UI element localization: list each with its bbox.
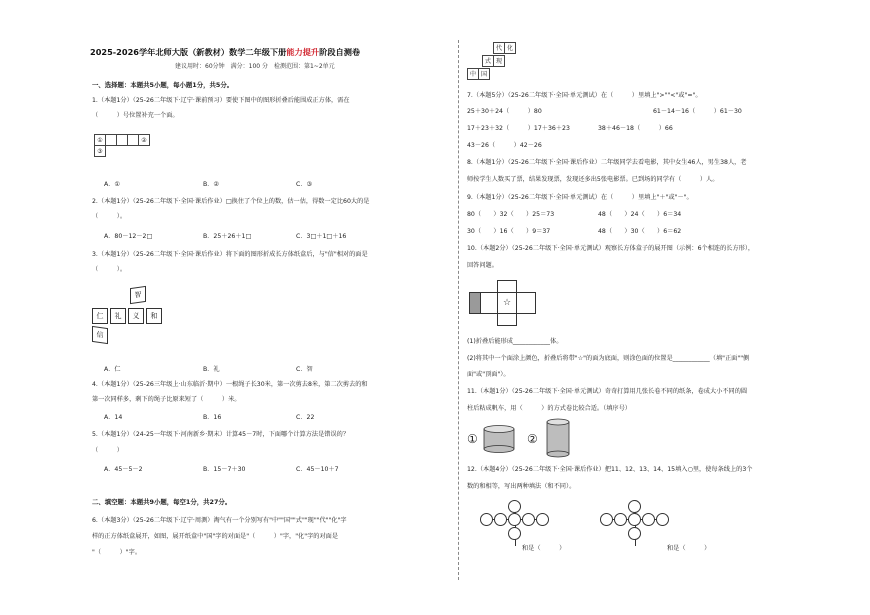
q7-row2-a: 17＋23＋32（ ）17＋36＋23 xyxy=(467,125,570,132)
q8-text-1: 8.（本题1分）（25-26二年级下·全国·课后作业）二年级同学去看电影，其中女生46人，男生38人，老 xyxy=(467,159,747,166)
q3-option-c[interactable]: C．智 xyxy=(296,366,313,373)
q7-row2-b: 38＋46－18（ ）66 xyxy=(598,125,673,132)
q6-face-zhong: 中 xyxy=(467,68,479,80)
q1-text-1: 1.（本题1分）（25-26二年级下·辽宁·课前预习）要使下图中的图形折叠后能围成正方体，需在 xyxy=(92,97,350,104)
q12-d2-right2[interactable] xyxy=(656,513,669,526)
q12-d1-center[interactable] xyxy=(508,513,521,526)
q2-option-c[interactable]: C．3□＋1□＋16 xyxy=(296,233,347,240)
q10-face-mid xyxy=(480,292,498,314)
q4-text-2: 第一次同样多，剩下的绳子比原来短了（ ）米。 xyxy=(92,396,241,403)
q12-d1-left2[interactable] xyxy=(480,513,493,526)
q4-option-a[interactable]: A．14 xyxy=(104,414,123,421)
q10-box-net xyxy=(469,280,541,326)
q6-face-hua: 化 xyxy=(504,42,516,54)
title-post: 阶段自测卷 xyxy=(319,47,361,57)
q3-face-xin: 信 xyxy=(92,326,108,344)
q12-d1-right2[interactable] xyxy=(536,513,549,526)
q1-cell-1: ① xyxy=(94,134,106,146)
q2-option-a[interactable]: A．80－12－2□ xyxy=(104,233,153,240)
q10-sub2-cont: 面"或"顶面"）。 xyxy=(467,371,510,378)
q12-sum-1: 和是（ ） xyxy=(522,545,566,552)
q5-option-c[interactable]: C．45－10＋7 xyxy=(296,466,339,473)
q2-option-b[interactable]: B．25＋26＋1□ xyxy=(203,233,252,240)
q1-option-a[interactable]: A．① xyxy=(104,181,120,188)
q3-option-a[interactable]: A．仁 xyxy=(104,366,121,373)
q10-sub2: (2)将其中一个面涂上颜色，折叠后将带"☆"的面为底面，则涂色面的位置是____________（填"正面""侧 xyxy=(467,355,750,362)
q9-text: 9.（本题1分）（25-26二年级下·全国·单元测试）在（ ）里填上"＋"或"－"。 xyxy=(467,194,693,201)
q3-option-b[interactable]: B．礼 xyxy=(203,366,220,373)
q12-text-1: 12.（本题4分）（25-26二年级下·全国·课后作业）把11、12、13、14、15填入○里，使每条线上的3个 xyxy=(467,466,753,473)
q4-option-c[interactable]: C．22 xyxy=(296,414,315,421)
q11-cylinder-tall xyxy=(545,418,571,458)
star-icon: ☆ xyxy=(502,298,512,308)
q4-text-1: 4.（本题1分）（25-26三年级上·山东临沂·期中）一根绳子长30米，第一次剪去8米，第二次剪去的和 xyxy=(92,381,368,388)
q10-face-star xyxy=(497,292,517,314)
q5-option-b[interactable]: B．15－7＋30 xyxy=(203,466,246,473)
q11-label-2: ② xyxy=(527,432,538,446)
q1-option-c[interactable]: C．③ xyxy=(296,181,313,188)
q12-sum-2: 和是（ ） xyxy=(667,545,711,552)
q3-text-2: （ ）。 xyxy=(92,266,127,273)
q1-text-2: （ ）号位置补充一个面。 xyxy=(92,112,179,119)
q7-text: 7.（本题5分）（25-26二年级下·全国·单元测试）在（ ）里填上">""<"或"="。 xyxy=(467,92,702,99)
q5-text-1: 5.（本题1分）（24-25一年级下·河南新乡·期末）计算45－7时，下面哪个计算方法是错误的？ xyxy=(92,431,350,438)
q2-text-2: （ ）。 xyxy=(92,213,127,220)
q3-face-zhi: 智 xyxy=(130,286,146,304)
q1-figure xyxy=(94,134,154,162)
q12-d2-left2[interactable] xyxy=(600,513,613,526)
title-pre: 2025-2026学年北师大版（新教材）数学二年级下册 xyxy=(90,47,287,57)
q9-row1-b: 48（ ）24（ ）6＝34 xyxy=(598,211,682,218)
q5-option-a[interactable]: A．45－5－2 xyxy=(104,466,143,473)
q7-row1-a: 25＋30＋24（ ）80 xyxy=(467,108,542,115)
q1-cell-6: ③ xyxy=(94,145,106,157)
q1-option-b[interactable]: B．② xyxy=(203,181,219,188)
q6-face-guo: 国 xyxy=(478,68,490,80)
q6-face-xian: 现 xyxy=(493,55,505,67)
q9-row1-a: 80（ ）32（ ）25＝73 xyxy=(467,211,555,218)
q7-row1-b: 61－14－16（ ）61－30 xyxy=(653,108,742,115)
q9-row2-a: 30（ ）16（ ）9＝37 xyxy=(467,228,551,235)
q6-net-figure xyxy=(467,42,527,84)
title-highlight: 能力提升 xyxy=(286,47,320,57)
q3-face-li: 礼 xyxy=(110,308,126,324)
q6-text-3: "（ ）"字。 xyxy=(92,549,142,556)
q12-d2-bottom[interactable] xyxy=(628,527,641,540)
column-divider xyxy=(458,40,459,580)
q12-d2-center[interactable] xyxy=(628,513,641,526)
page-title xyxy=(90,48,360,58)
q6-text-2: 样的正方体纸盒展开，如图，展开纸盒中"国"字的对面是"（ ）"字，"化"字的对面是 xyxy=(92,533,339,540)
q1-cell-5: ② xyxy=(138,134,150,146)
q12-d2-left1[interactable] xyxy=(614,513,627,526)
q3-net-figure xyxy=(92,287,164,345)
q12-d1-right1[interactable] xyxy=(522,513,535,526)
q12-circle-diagram-2 xyxy=(600,500,670,552)
q3-text-1: 3.（本题1分）（25-26二年级下·全国·课后作业）将下面的图形折成长方体纸盒后，与"信"相对的面是 xyxy=(92,251,368,258)
section-heading-fill: 二、填空题：本题共9小题，每空1分，共27分。 xyxy=(92,498,232,506)
q12-d2-top[interactable] xyxy=(628,500,641,513)
q10-text-1: 10.（本题2分）（25-26二年级下·全国·单元测试）观察长方体盒子的展开图（示例：6个相连的长方形）， xyxy=(467,245,755,252)
q12-text-2: 数的和相等，写出两种填法（和不同）。 xyxy=(467,483,576,490)
q7-row3-a: 43－26（ ）42－26 xyxy=(467,142,542,149)
q11-label-1: ① xyxy=(467,432,478,446)
q12-d2-right1[interactable] xyxy=(642,513,655,526)
section-heading-choice: 一、选择题：本题共5小题，每小题1分，共5分。 xyxy=(92,81,234,89)
q3-face-yi: 义 xyxy=(128,308,144,324)
q3-face-he: 和 xyxy=(146,308,162,324)
q6-face-dai: 代 xyxy=(493,42,505,54)
q12-d1-left1[interactable] xyxy=(494,513,507,526)
q10-face-bottom xyxy=(497,313,517,326)
q4-option-b[interactable]: B．16 xyxy=(203,414,222,421)
q6-face-shi: 式 xyxy=(482,55,494,67)
q10-text-2: 回答问题。 xyxy=(467,262,498,269)
q11-text-2: 柱后粘成帆车，用（ ）的方式卷比较合适。（填序号） xyxy=(467,405,631,412)
q10-sub1: (1)折叠后能形成____________体。 xyxy=(467,338,563,345)
q5-text-2: （ ） xyxy=(92,447,123,454)
q11-cylinder-wide xyxy=(482,424,516,454)
q8-text-2: 师按学生人数买了票，结果发现票，发现还多出5张电影票。已到场的同学有（ ）人。 xyxy=(467,176,719,183)
q11-text-1: 11.（本题1分）（25-26二年级下·全国·单元测试）奇奇打算用几张长卷不同的纸条，卷成大小不同的圆 xyxy=(467,388,748,395)
q6-text-1: 6.（本题3分）（25-26二年级下·辽宁·周测）淘气有一个分别写有"中""国""式""现""代""化"字 xyxy=(92,517,347,524)
exam-meta: 建议用时：60分钟 满分：100 分 检测范围：第1~2单元 xyxy=(175,63,335,70)
q2-text-1: 2.（本题1分）（25-26二年级下·全国·课后作业）□换住了个位上的数，估一估，得数一定比60大的是 xyxy=(92,198,370,205)
q12-d1-top[interactable] xyxy=(508,500,521,513)
q3-face-ren: 仁 xyxy=(92,308,108,324)
q12-d1-bottom[interactable] xyxy=(508,527,521,540)
q10-face-right xyxy=(516,292,536,314)
q9-row2-b: 48（ ）30（ ）6＝62 xyxy=(598,228,682,235)
